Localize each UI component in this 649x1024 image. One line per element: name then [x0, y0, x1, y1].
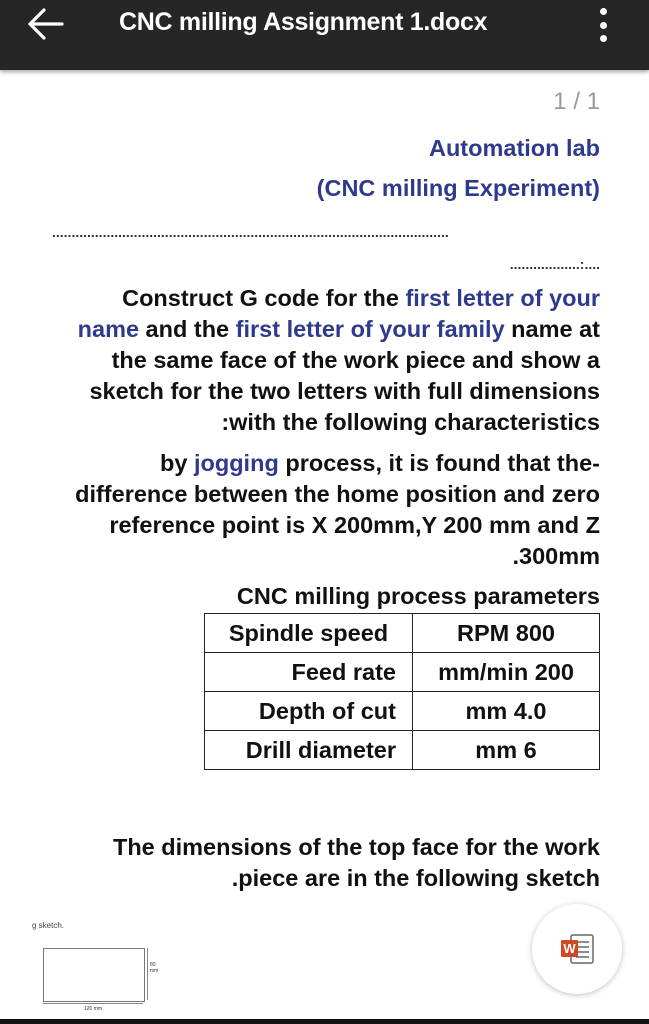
- open-in-word-button[interactable]: [532, 904, 622, 994]
- parameters-table: [204, 613, 600, 770]
- table-cell-value: mm 4.0: [413, 692, 600, 731]
- bottom-edge: [0, 1019, 649, 1024]
- app-bar: [0, 0, 649, 70]
- document-title: CNC milling Assignment 1.docx: [119, 8, 488, 36]
- sketch-width-dimension: 120 mm: [43, 1003, 143, 1012]
- paragraph-line: the same face of the work piece and show a: [111, 347, 600, 373]
- heading-experiment: (CNC milling Experiment): [316, 175, 600, 201]
- paragraph-line: Construct G code for the first letter of your: [122, 285, 600, 311]
- table-cell-value: mm/min 200: [413, 653, 600, 692]
- paragraph-line: by jogging process, it is found that the-: [160, 450, 600, 476]
- sketch-height-dimension: 80 mm: [147, 948, 156, 1000]
- table-row: [205, 692, 600, 731]
- paragraph-line: :with the following characteristics: [221, 409, 600, 435]
- page-indicator: 1 / 1: [553, 88, 600, 115]
- back-button[interactable]: [22, 4, 70, 44]
- word-letter: W: [563, 941, 576, 956]
- more-vertical-icon: [600, 8, 607, 15]
- paragraph-line: .piece are in the following sketch: [231, 865, 600, 891]
- paragraph-line: .300mm: [512, 543, 600, 569]
- paragraph-line: name and the first letter of your family name at: [77, 316, 600, 342]
- dotted-line-short: ..................:....: [509, 256, 600, 272]
- paragraph-line: reference point is X 200mm,Y 200 mm and Z: [109, 512, 600, 538]
- table-cell-value: mm 6: [413, 731, 600, 770]
- paragraph-line: The dimensions of the top face for the work: [112, 834, 600, 860]
- table-row: [205, 653, 600, 692]
- table-title: CNC milling process parameters: [236, 583, 600, 609]
- heading-automation-lab: Automation lab: [428, 135, 600, 161]
- table-cell-name: Drill diameter: [205, 731, 413, 770]
- table-cell-name: Spindle speed: [205, 614, 413, 653]
- dotted-line: ......................................................................................................: [52, 224, 449, 240]
- table-cell-name: Depth of cut: [205, 692, 413, 731]
- table-cell-value: RPM 800: [413, 614, 600, 653]
- sketch-caption: g sketch.: [32, 921, 65, 930]
- paragraph-line: difference between the home position and zero: [75, 481, 600, 507]
- table-row: [205, 731, 600, 770]
- table-row: [205, 614, 600, 653]
- more-options-button[interactable]: [591, 8, 615, 42]
- table-cell-name: Feed rate: [205, 653, 413, 692]
- workpiece-sketch: [43, 948, 145, 1002]
- paragraph-line: sketch for the two letters with full dimensions: [89, 378, 600, 404]
- arrow-left-icon: [26, 6, 66, 42]
- word-document-icon: [557, 929, 597, 969]
